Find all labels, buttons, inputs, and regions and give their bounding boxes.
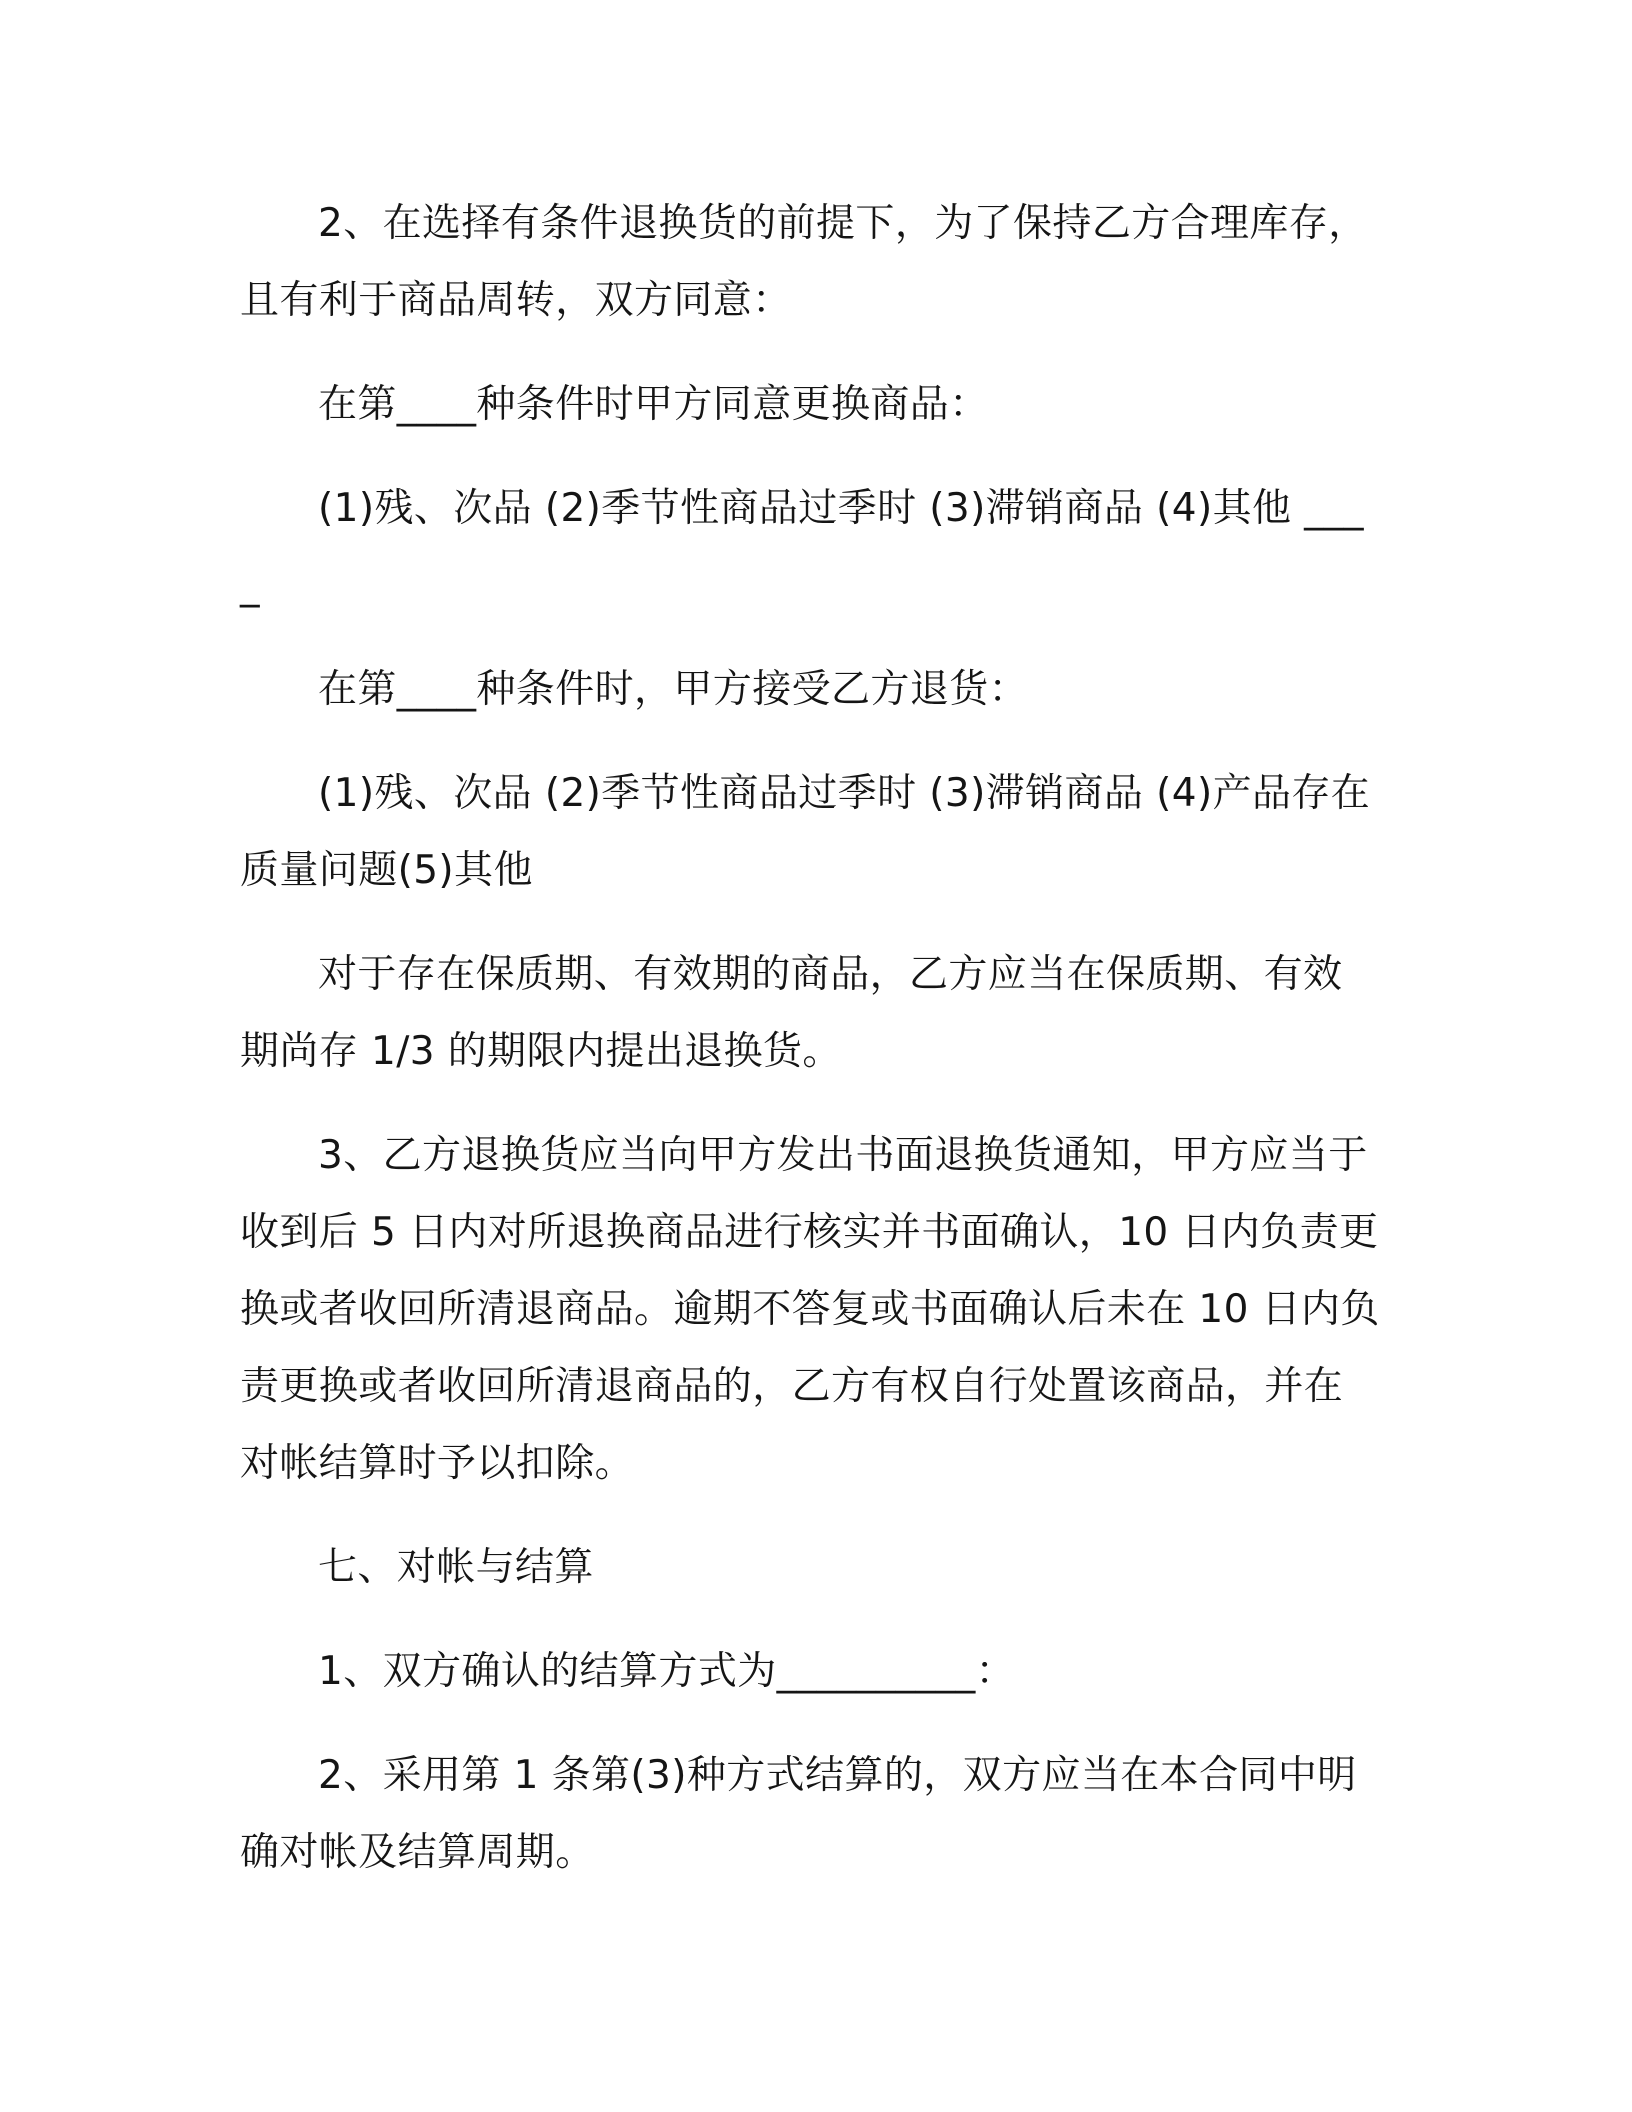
paragraph-return-notice: 3、乙方退换货应当向甲方发出书面退换货通知，甲方应当于收到后 5 日内对所退换商品进行核实并书面确认，10 日内负责更换或者收回所清退商品。逾期不答复或书面确认后未在 10 日内负责更换或者收回所清退商品的，乙方有权自行处置该商品，并在对帐结算时予以扣除。: [240, 1133, 1380, 1486]
paragraph-settlement-period: 2、采用第 1 条第(3)种方式结算的，双方应当在本合同中明确对帐及结算周期。: [240, 1753, 1357, 1875]
section-heading-reconciliation: 七、对帐与结算: [318, 1545, 594, 1590]
paragraph-exchange-condition: 在第____种条件时甲方同意更换商品：: [318, 382, 989, 427]
document-body: [240, 185, 1380, 1918]
paragraph-return-conditions: 2、在选择有条件退换货的前提下，为了保持乙方合理库存，且有利于商品周转，双方同意：: [240, 201, 1368, 323]
paragraph-settlement-method: 1、双方确认的结算方式为__________：: [318, 1649, 1016, 1694]
paragraph-shelf-life: 对于存在保质期、有效期的商品，乙方应当在保质期、有效期尚存 1/3 的期限内提出退换货。: [240, 952, 1343, 1074]
paragraph-return-options: (1)残、次品 (2)季节性商品过季时 (3)滞销商品 (4)产品存在质量问题(5)其他: [240, 771, 1371, 893]
paragraph-return-condition: 在第____种条件时，甲方接受乙方退货：: [318, 667, 1029, 712]
paragraph-exchange-options: (1)残、次品 (2)季节性商品过季时 (3)滞销商品 (4)其他 ____: [240, 486, 1364, 608]
